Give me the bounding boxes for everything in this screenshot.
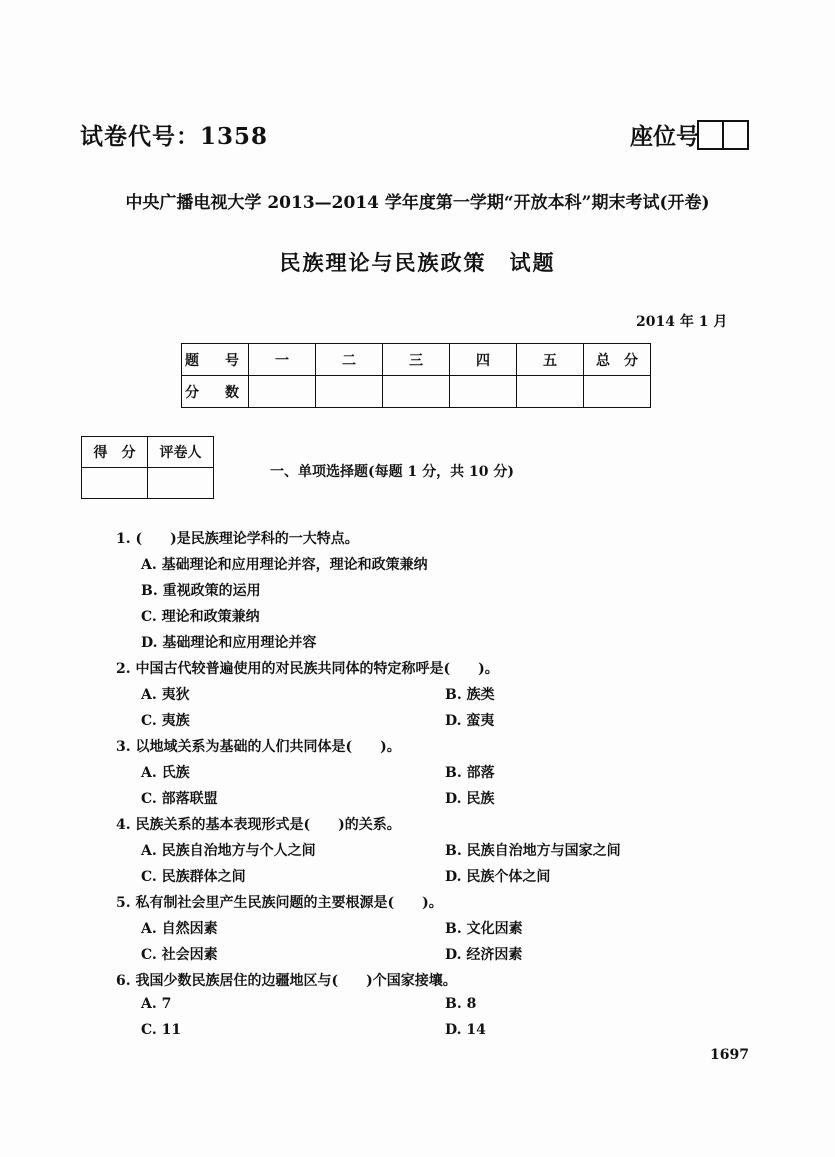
question-option: C. 部落联盟 xyxy=(141,791,218,807)
score-table-cell: 分 数 xyxy=(182,376,249,408)
score-table-cell: 一 xyxy=(249,344,316,376)
score-table xyxy=(181,343,651,408)
score-table-cell: 五 xyxy=(517,344,584,376)
question-option: C. 理论和政策兼纳 xyxy=(141,609,260,625)
question-option: C. 11 xyxy=(141,1022,182,1038)
question-option: D. 14 xyxy=(445,1022,486,1038)
grader-table xyxy=(81,436,214,499)
score-entry-cell[interactable] xyxy=(316,376,383,408)
question-option: D. 基础理论和应用理论并容 xyxy=(141,635,317,651)
question-option: A. 基础理论和应用理论并容，理论和政策兼纳 xyxy=(141,557,428,573)
grader-table-header: 得 分 xyxy=(82,437,148,468)
grader-entry-cell[interactable] xyxy=(82,468,148,499)
seat-box[interactable] xyxy=(697,120,724,150)
score-table-header-row xyxy=(182,344,651,376)
score-entry-cell[interactable] xyxy=(249,376,316,408)
question-stem: 2. 中国古代较普遍使用的对民族共同体的特定称呼是( )。 xyxy=(116,661,499,677)
score-table-cell: 二 xyxy=(316,344,383,376)
question-option: B. 文化因素 xyxy=(445,921,523,937)
grader-entry-cell[interactable] xyxy=(148,468,214,499)
score-entry-cell[interactable] xyxy=(517,376,584,408)
question-option: D. 蛮夷 xyxy=(445,713,495,729)
grader-table-header: 评卷人 xyxy=(148,437,214,468)
question-option: A. 氏族 xyxy=(141,765,190,781)
section-heading: 一、单项选择题(每题 1 分，共 10 分) xyxy=(270,464,514,480)
seat-number xyxy=(630,118,749,151)
question-option: A. 民族自治地方与个人之间 xyxy=(141,843,316,859)
question-option: D. 民族 xyxy=(445,791,495,807)
question-stem: 3. 以地域关系为基础的人们共同体是( )。 xyxy=(116,739,401,755)
question-stem: 4. 民族关系的基本表现形式是( )的关系。 xyxy=(116,817,401,833)
seat-box[interactable] xyxy=(722,120,749,150)
score-table-cell: 总 分 xyxy=(584,344,651,376)
question-stem: 6. 我国少数民族居住的边疆地区与( )个国家接壤。 xyxy=(116,973,457,989)
question-option: C. 民族群体之间 xyxy=(141,869,246,885)
question-option: A. 自然因素 xyxy=(141,921,218,937)
score-entry-cell[interactable] xyxy=(383,376,450,408)
question-stem: 5. 私有制社会里产生民族问题的主要根源是( )。 xyxy=(116,895,443,911)
question-option: C. 夷族 xyxy=(141,713,190,729)
question-option: C. 社会因素 xyxy=(141,947,218,963)
score-table-cell: 题 号 xyxy=(182,344,249,376)
paper-code: 试卷代号：1358 xyxy=(80,123,269,150)
score-table-cell: 三 xyxy=(383,344,450,376)
score-table-score-row xyxy=(182,376,651,408)
score-table-cell: 四 xyxy=(450,344,517,376)
question-stem: 1. ( )是民族理论学科的一大特点。 xyxy=(116,531,359,547)
exam-subtitle: 中央广播电视大学 2013—2014 学年度第一学期“开放本科”期末考试(开卷) xyxy=(125,193,710,213)
question-option: A. 夷狄 xyxy=(141,687,190,703)
question-option: D. 民族个体之间 xyxy=(445,869,551,885)
seat-label: 座位号 xyxy=(630,123,699,150)
exam-date: 2014 年 1 月 xyxy=(636,314,728,330)
question-option: B. 族类 xyxy=(445,687,495,703)
question-option: B. 重视政策的运用 xyxy=(141,583,261,599)
score-entry-cell[interactable] xyxy=(584,376,651,408)
question-option: B. 8 xyxy=(445,996,477,1012)
question-option: B. 部落 xyxy=(445,765,495,781)
question-option: B. 民族自治地方与国家之间 xyxy=(445,843,621,859)
question-option: A. 7 xyxy=(141,996,172,1012)
question-option: D. 经济因素 xyxy=(445,947,523,963)
exam-title: 民族理论与民族政策 试题 xyxy=(279,250,556,275)
score-entry-cell[interactable] xyxy=(450,376,517,408)
page-number: 1697 xyxy=(710,1047,749,1063)
